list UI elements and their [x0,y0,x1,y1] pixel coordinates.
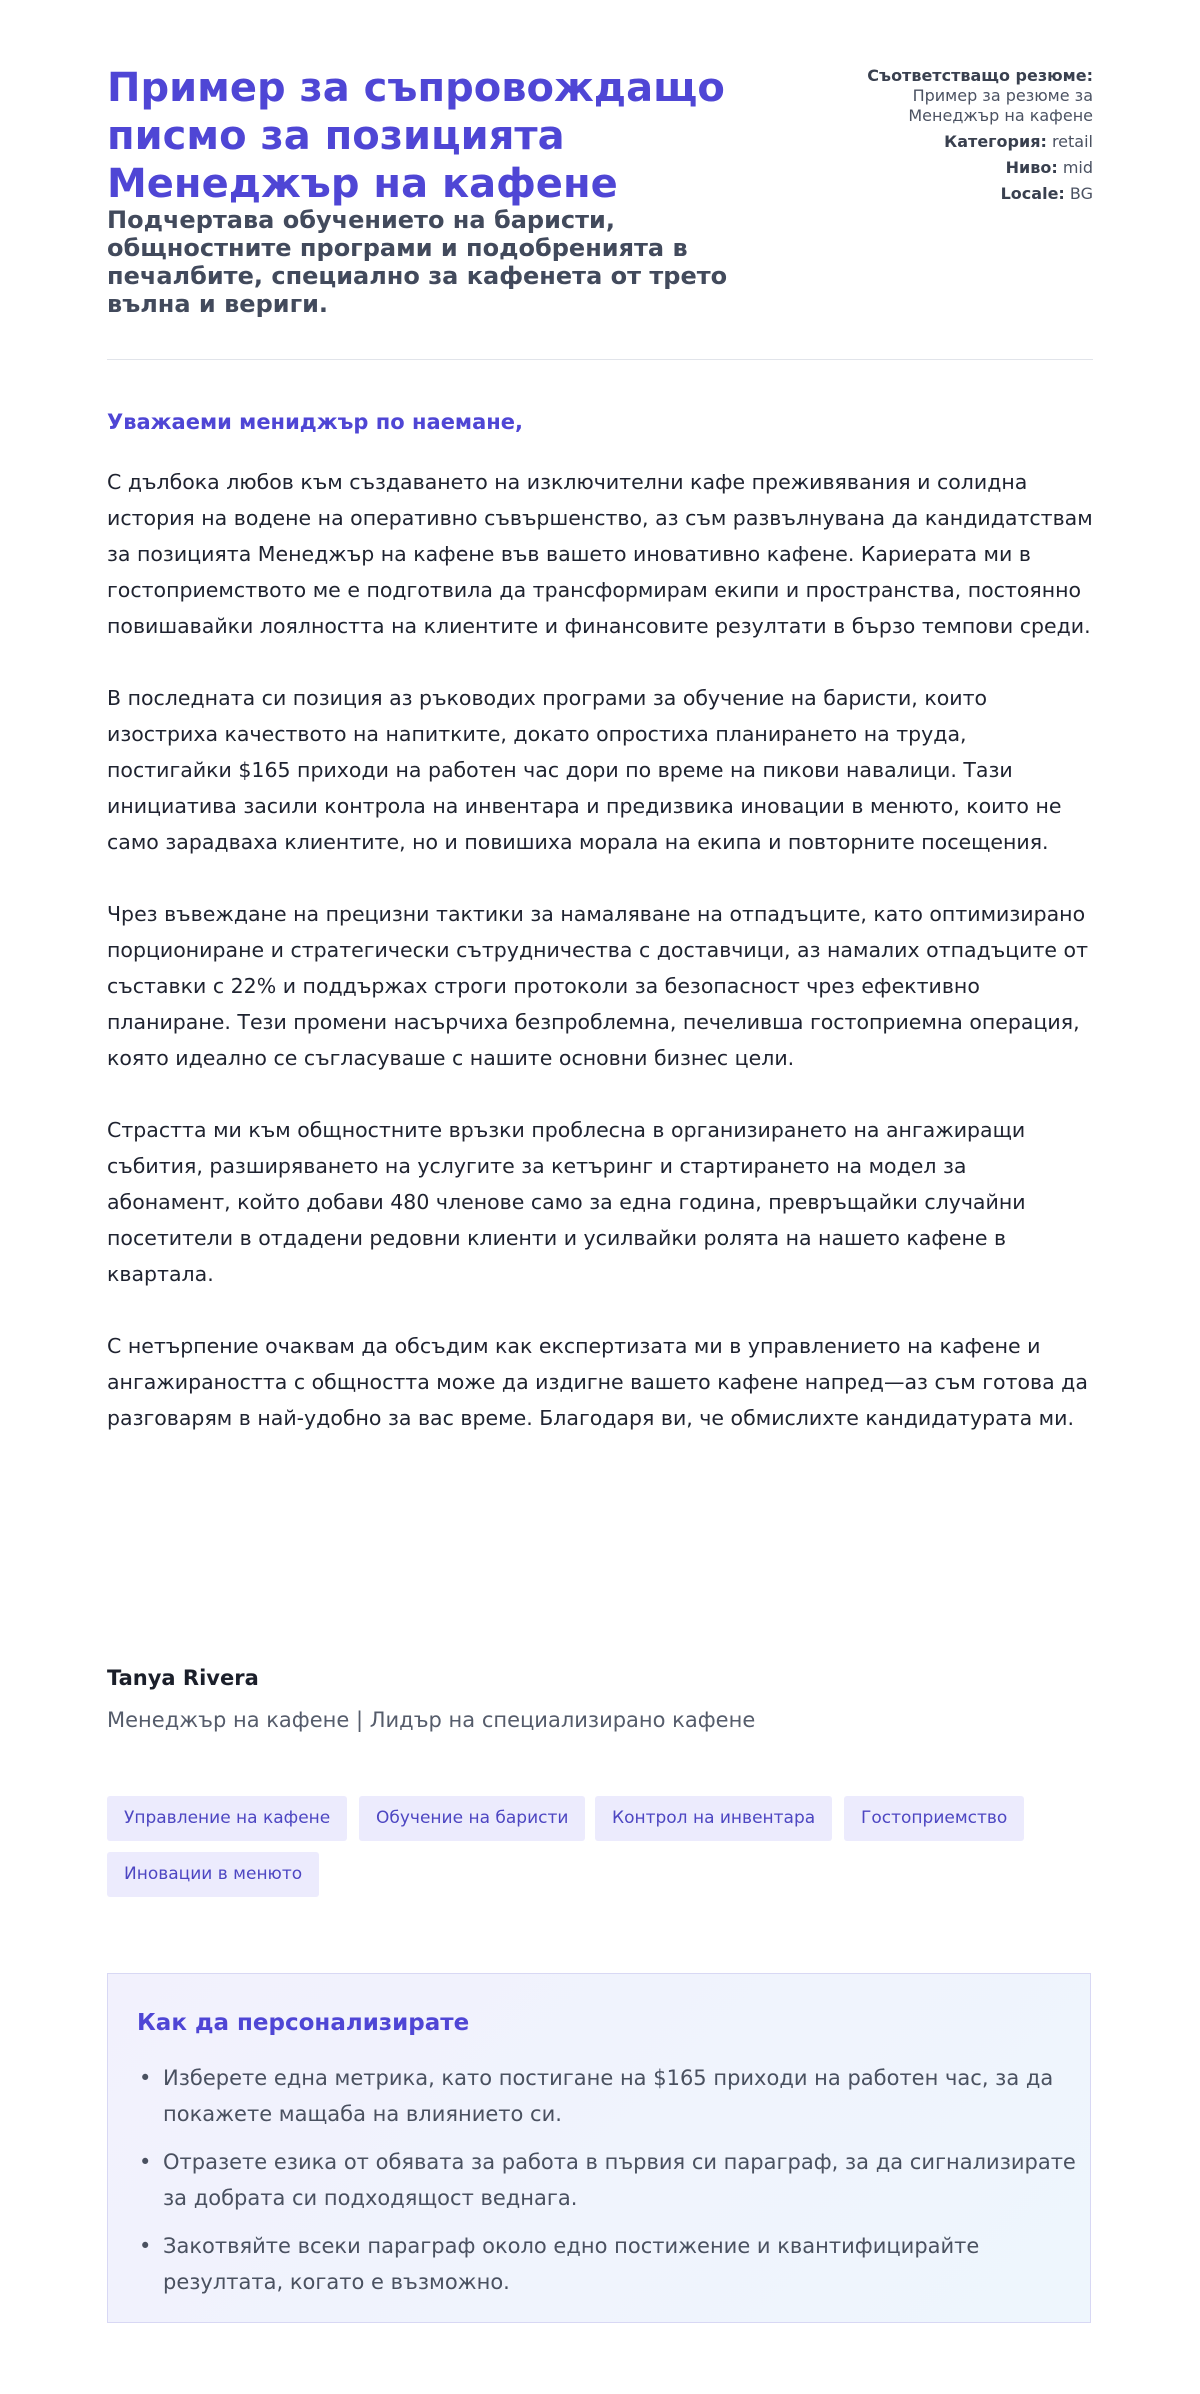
page-header [107,64,1093,324]
tips-item-text: Изберете една метрика, като постигане на $165 приходи на работен час, за да покажете мащаба на влиянието си. [163,2066,1054,2126]
page-title: Пример за съпровождащо писмо за позицията Менеджър на кафене [107,65,725,207]
tips-item [139,2144,1083,2216]
signature-role: Менеджър на кафене | Лидър на специализирано кафене [107,1708,756,1732]
letter-body [107,464,1093,1472]
signature-block [107,1664,1093,1734]
meta-level-value: mid [1062,158,1093,177]
signature-name: Tanya Rivera [107,1666,259,1690]
meta-panel [853,66,1093,210]
tips-list [137,2060,1083,2312]
meta-resume [853,66,1093,126]
meta-category-label: Категория: [944,132,1047,151]
meta-category [853,132,1093,152]
meta-locale-value: BG [1069,184,1093,203]
meta-category-value: retail [1051,132,1093,151]
skill-tag: Гостоприемство [844,1796,1024,1841]
tips-item [139,2060,1083,2132]
meta-locale [853,184,1093,204]
tips-title: Как да персонализирате [137,2010,470,2036]
letter-paragraph: С нетърпение очаквам да обсъдим как експертизата ми в управлението на кафене и ангажираността с общността може да издигне вашето кафене напред—аз съм готова да разговарям в най-удобно за вас време. Благодаря ви, че обмислихте кандидатурата ми. [107,1334,1088,1430]
meta-resume-link[interactable]: Пример за резюме за Менеджър на кафене [908,86,1093,125]
tips-item-text: Закотвяйте всеки параграф около едно постижение и квантифицирайте резултата, когато е възможно. [163,2234,980,2294]
meta-locale-label: Locale: [1000,184,1065,203]
header-divider [107,359,1093,360]
page-subtitle: Подчертава обучението на баристи, общностните програми и подобренията в печалбите, специално за кафенета от трето вълна и вериги. [107,206,728,318]
letter-paragraph: Чрез въвеждане на прецизни тактики за намаляване на отпадъците, като оптимизирано порциониране и стратегически сътрудничества с доставчици, аз намалих отпадъците от съставки с 22% и поддържах строги протоколи за безопасност чрез ефективно планиране. Тези промени насърчиха безпроблемна, печеливша гостоприемна операция, която идеално се съгласуваше с нашите основни бизнес цели. [107,902,1089,1070]
letter-paragraph: С дълбока любов към създаването на изключителни кафе преживявания и солидна история на водене на оперативно съвършенство, аз съм развълнувана да кандидатствам за позицията Менеджър на кафене във вашето иновативно кафене. Кариерата ми в гостоприемството ме е подготвила да трансформирам екипи и пространства, постоянно повишавайки лоялността на клиентите и финансовите резултати в бързо темпови среди. [107,470,1093,638]
skill-tag: Контрол на инвентара [595,1796,832,1841]
bullet-icon: • [139,2234,152,2258]
meta-level-label: Ниво: [1005,158,1058,177]
skill-tag: Иновации в менюто [107,1852,319,1897]
bullet-icon: • [139,2150,152,2174]
skill-tag: Обучение на баристи [359,1796,585,1841]
meta-level [853,158,1093,178]
skill-tag: Управление на кафене [107,1796,347,1841]
letter-greeting: Уважаеми мениджър по наемане, [107,410,524,434]
bullet-icon: • [139,2066,152,2090]
letter-paragraph: В последната си позиция аз ръководих програми за обучение на баристи, които изостриха качеството на напитките, докато опростиха планирането на труда, постигайки $165 приходи на работен час дори по време на пикови навалици. Тази инициатива засили контрола на инвентара и предизвика иновации в менюто, които не само зарадваха клиентите, но и повишиха морала на екипа и повторните посещения. [107,686,1062,854]
customization-tips [107,1973,1091,2323]
tips-item [139,2228,1083,2300]
meta-resume-label: Съответстващо резюме: [867,66,1093,85]
letter-paragraph: Страстта ми към общностните връзки проблесна в организирането на ангажиращи събития, разширяването на услугите за кетъринг и стартирането на модел за абонамент, който добави 480 членове само за една година, превръщайки случайни посетители в отдадени редовни клиенти и усилвайки ролята на нашето кафене в квартала. [107,1118,1026,1286]
tips-item-text: Отразете езика от обявата за работа в първия си параграф, за да сигнализирате за добрата си подходящост веднага. [163,2150,1076,2210]
